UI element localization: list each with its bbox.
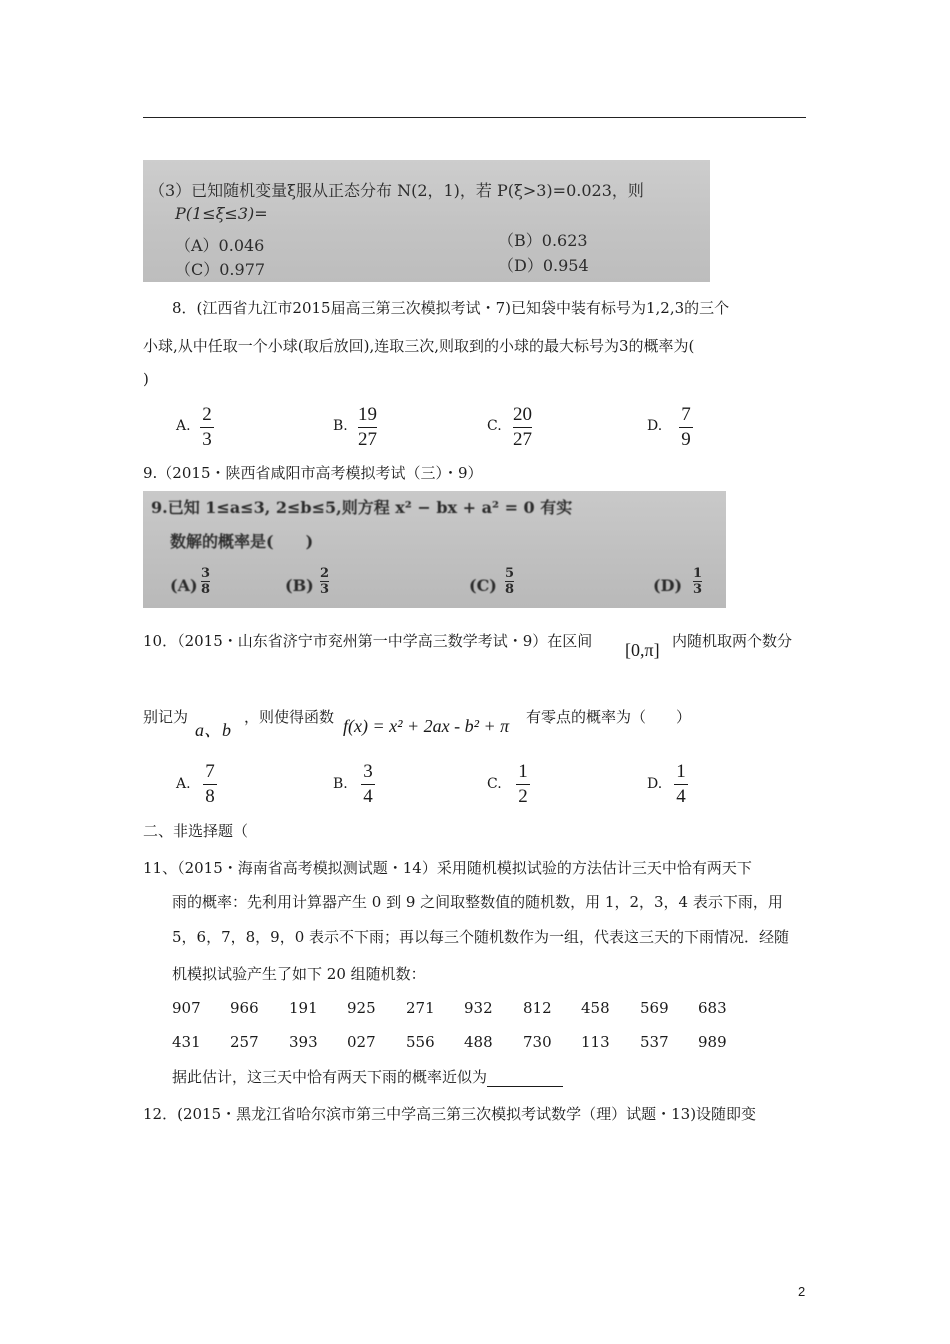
random-number: 569: [640, 999, 669, 1017]
random-number: 431: [172, 1033, 201, 1051]
scan2-option-d-fraction: [693, 567, 702, 596]
q10-line1-end: 内随机取两个数分: [672, 632, 793, 650]
q10-line2-start: 别记为: [143, 708, 189, 726]
random-number: 812: [523, 999, 552, 1017]
q8-option-b-label: B.: [333, 418, 348, 434]
q8-option-d-fraction: [679, 405, 693, 450]
scanned-question-3-image: [143, 160, 710, 282]
denominator: 3: [320, 582, 330, 597]
denominator: 8: [201, 582, 211, 597]
scan2-option-b-fraction: [320, 567, 329, 596]
scan1-option-a: （A）0.046: [175, 236, 265, 255]
random-number: 027: [347, 1033, 376, 1051]
q8-option-c-label: C.: [487, 418, 502, 434]
random-number: 989: [698, 1033, 727, 1051]
q10-line1: 10．（2015・山东省济宁市兖州第一中学高三数学考试・9）在区间: [143, 632, 593, 650]
scanned-question-9-image: [143, 491, 726, 608]
q10-option-a-label: A.: [176, 776, 191, 792]
q11-line2: 雨的概率：先利用计算器产生 0 到 9 之间取整数值的随机数，用 1，2，3，4 表示下雨，用: [172, 893, 783, 911]
q11-conclusion-text: 据此估计，这三天中恰有两天下雨的概率近似为: [172, 1068, 488, 1086]
q10-option-c-fraction: [516, 762, 530, 807]
scan1-option-d: （D）0.954: [498, 256, 589, 275]
q11-line1: 11、（2015・海南省高考模拟测试题・14）采用随机模拟试验的方法估计三天中恰有两天下: [143, 859, 752, 877]
denominator: 2: [518, 786, 528, 807]
q8-line1: 8．(江西省九江市2015届高三第三次模拟考试・7)已知袋中装有标号为1,2,3的三个: [172, 299, 730, 317]
numerator: 7: [205, 761, 215, 782]
random-number: 458: [581, 999, 610, 1017]
numerator: 5: [505, 566, 515, 581]
denominator: 8: [205, 786, 215, 807]
scan1-option-b: （B）0.623: [498, 231, 588, 250]
scan1-line2: P(1≤ξ≤3)=: [175, 204, 268, 223]
q8-option-c-fraction: [513, 405, 532, 450]
random-number: 488: [464, 1033, 493, 1051]
q10-variables: a、b: [195, 720, 231, 740]
random-number: 932: [464, 999, 493, 1017]
q10-line2-mid: ，则使得函数: [244, 708, 335, 726]
random-number: 925: [347, 999, 376, 1017]
random-number: 907: [172, 999, 201, 1017]
random-number: 537: [640, 1033, 669, 1051]
denominator: 9: [681, 429, 691, 450]
q11-conclusion: [172, 1066, 563, 1087]
q10-option-b-label: B.: [333, 776, 348, 792]
numerator: 2: [202, 404, 212, 425]
denominator: 4: [676, 786, 686, 807]
scan2-option-d-label: (D): [653, 576, 683, 595]
q11-line4: 机模拟试验产生了如下 20 组随机数：: [172, 965, 426, 983]
numerator: 2: [320, 566, 330, 581]
section-heading-non-choice: 二、非选择题（: [143, 822, 249, 840]
random-number: 556: [406, 1033, 435, 1051]
q10-option-b-fraction: [361, 762, 375, 807]
q10-option-d-label: D.: [647, 776, 663, 792]
fraction-bar: [516, 784, 530, 785]
q11-line3: 5，6，7，8，9，0 表示不下雨；再以每三个随机数作为一组，代表这三天的下雨情况．经随: [172, 928, 790, 946]
scan2-option-b-label: (B): [285, 576, 314, 595]
header-rule: [143, 117, 806, 118]
q8-line2: 小球,从中任取一个小球(取后放回),连取三次,则取到的小球的最大标号为3的概率为(: [143, 337, 695, 355]
q10-line2-end: 有零点的概率为（ ）: [526, 708, 692, 726]
q8-option-a-fraction: [200, 405, 214, 450]
scan2-line2: 数解的概率是( ): [170, 532, 314, 551]
denominator: 3: [202, 429, 212, 450]
scan2-line1: 9.已知 1≤a≤3, 2≤b≤5,则方程 x² − bx + a² = 0 有实: [151, 498, 573, 517]
q9-title: 9.（2015・陕西省咸阳市高考模拟考试（三）・9）: [143, 464, 483, 482]
numerator: 1: [676, 761, 686, 782]
numerator: 7: [681, 404, 691, 425]
scan1-line1: （3）已知随机变量ξ服从正态分布 N(2，1)，若 P(ξ>3)=0.023，则: [149, 181, 644, 200]
denominator: 3: [693, 582, 703, 597]
scan2-option-c-label: (C): [469, 576, 497, 595]
random-number: 966: [230, 999, 259, 1017]
scan1-option-c: （C）0.977: [175, 260, 266, 279]
q8-option-a-label: A.: [176, 418, 191, 434]
fraction-bar: [674, 784, 688, 785]
denominator: 27: [358, 429, 377, 450]
random-number: 191: [289, 999, 318, 1017]
q8-option-b-fraction: [358, 405, 377, 450]
random-number: 730: [523, 1033, 552, 1051]
scan2-option-a-fraction: [201, 567, 210, 596]
numerator: 3: [363, 761, 373, 782]
numerator: 3: [201, 566, 211, 581]
scan2-option-c-fraction: [505, 567, 514, 596]
fraction-bar: [358, 427, 377, 428]
q10-option-d-fraction: [674, 762, 688, 807]
q10-option-a-fraction: [203, 762, 217, 807]
q10-interval: [0,π]: [625, 640, 660, 660]
numerator: 1: [518, 761, 528, 782]
denominator: 8: [505, 582, 515, 597]
random-number: 271: [406, 999, 435, 1017]
fraction-bar: [203, 784, 217, 785]
page-number: 2: [798, 1284, 806, 1299]
fraction-bar: [361, 784, 375, 785]
denominator: 27: [513, 429, 532, 450]
q8-line3: ): [143, 370, 149, 388]
q8-option-d-label: D.: [647, 418, 663, 434]
scan2-option-a-label: (A): [170, 576, 198, 595]
numerator: 1: [693, 566, 703, 581]
fraction-bar: [513, 427, 532, 428]
random-number: 393: [289, 1033, 318, 1051]
fraction-bar: [200, 427, 214, 428]
numerator: 19: [358, 404, 377, 425]
denominator: 4: [363, 786, 373, 807]
fraction-bar: [679, 427, 693, 428]
answer-blank[interactable]: [487, 1072, 563, 1087]
random-number: 113: [581, 1033, 610, 1051]
q10-function: f(x) = x² + 2ax - b² + π: [343, 716, 510, 736]
q10-option-c-label: C.: [487, 776, 502, 792]
numerator: 20: [513, 404, 532, 425]
q12-line1: 12．(2015・黑龙江省哈尔滨市第三中学高三第三次模拟考试数学（理）试题・13)设随即变: [143, 1105, 757, 1123]
random-number: 257: [230, 1033, 259, 1051]
random-number: 683: [698, 999, 727, 1017]
